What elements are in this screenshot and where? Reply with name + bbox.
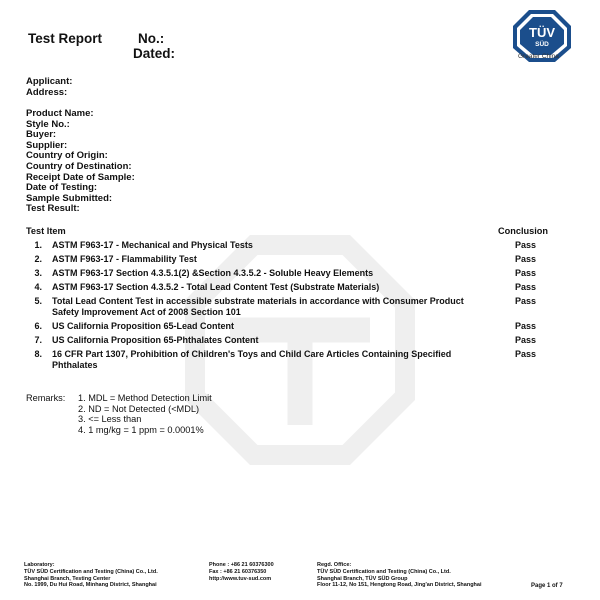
field-supplier: Supplier: bbox=[26, 139, 68, 151]
footer-laboratory bbox=[24, 562, 158, 589]
field-applicant: Applicant: bbox=[26, 76, 73, 87]
row-result: Pass bbox=[515, 268, 537, 278]
logo-sub-text: SÜD bbox=[535, 41, 549, 48]
footer-lab-line: No. 1999, Du Hui Road, Minhang District, Shanghai bbox=[24, 582, 157, 589]
footer-lab-line: Shanghai Branch, Testing Center bbox=[24, 575, 111, 582]
table-header-test-item: Test Item bbox=[26, 226, 66, 236]
footer-regd-line: Shanghai Branch, TÜV SÜD Group bbox=[317, 575, 408, 582]
footer-registered-office bbox=[317, 562, 482, 589]
field-style-no: Style No.: bbox=[26, 118, 70, 130]
field-country-of-destination: Country of Destination: bbox=[26, 160, 132, 172]
row-result: Pass bbox=[515, 296, 537, 306]
row-number: 5. bbox=[34, 296, 42, 306]
remarks-label: Remarks: bbox=[26, 393, 66, 403]
row-test-item: ASTM F963-17 Section 4.3.5.2 - Total Lead Content Test (Substrate Materials) bbox=[52, 282, 380, 292]
remarks-list bbox=[78, 393, 212, 435]
remark-item: 2. ND = Not Detected (<MDL) bbox=[78, 403, 200, 414]
row-result: Pass bbox=[515, 282, 537, 292]
footer-regd-line: TÜV SÜD Certification and Testing (China) Co., Ltd. bbox=[317, 568, 451, 575]
remark-item: 4. 1 mg/kg = 1 ppm = 0.0001% bbox=[78, 424, 204, 435]
footer-phone: Phone : +86 21 60376300 bbox=[209, 562, 274, 568]
field-country-of-origin: Country of Origin: bbox=[26, 150, 108, 162]
logo-caption: Greater China bbox=[518, 53, 559, 60]
row-result: Pass bbox=[515, 349, 537, 359]
row-test-item: ASTM F963-17 - Flammability Test bbox=[52, 254, 197, 264]
footer-contact bbox=[209, 562, 274, 582]
row-number: 4. bbox=[34, 282, 42, 292]
row-test-item: ASTM F963-17 Section 4.3.5.1(2) &Section 4.3.5.2 - Soluble Heavy Elements bbox=[52, 268, 374, 278]
report-no-label: No.: bbox=[138, 31, 165, 46]
row-result: Pass bbox=[515, 240, 537, 250]
field-address: Address: bbox=[26, 86, 68, 98]
field-buyer: Buyer: bbox=[26, 129, 57, 141]
row-number: 3. bbox=[34, 268, 42, 278]
row-number: 6. bbox=[34, 321, 42, 331]
report-dated-label: Dated: bbox=[133, 46, 176, 61]
footer-website-link[interactable]: http://www.tuv-sud.com bbox=[209, 575, 272, 582]
table-header-conclusion: Conclusion bbox=[498, 226, 549, 236]
remark-item: 3. <= Less than bbox=[78, 414, 142, 425]
row-result: Pass bbox=[515, 321, 537, 331]
logo-brand-text: TÜV bbox=[529, 25, 555, 40]
page-number: Page 1 of 7 bbox=[531, 583, 563, 589]
report-title: Test Report bbox=[28, 31, 103, 46]
footer-lab-line: TÜV SÜD Certification and Testing (China) Co., Ltd. bbox=[24, 568, 158, 575]
applicant-fields bbox=[26, 77, 72, 98]
footer-lab-line: Laboratory: bbox=[24, 562, 55, 568]
footer-regd-line: Floor 11-12, No 151, Hengtong Road, Jing'an District, Shanghai bbox=[317, 582, 482, 589]
row-number: 2. bbox=[34, 254, 42, 264]
field-sample-submitted: Sample Submitted: bbox=[26, 192, 113, 204]
row-test-item: US California Proposition 65-Lead Content bbox=[52, 321, 235, 331]
row-number: 7. bbox=[34, 335, 42, 345]
field-test-result: Test Result: bbox=[26, 203, 80, 215]
remark-item: 1. MDL = Method Detection Limit bbox=[78, 393, 212, 403]
row-test-item: 16 CFR Part 1307, Prohibition of Children's Toys and Child Care Articles Containing Specified Phthalates bbox=[52, 349, 452, 370]
field-product-name: Product Name: bbox=[26, 108, 94, 119]
row-test-item: US California Proposition 65-Phthalates Content bbox=[52, 335, 259, 345]
footer-fax: Fax : +86 21 60376350 bbox=[209, 568, 267, 575]
row-result: Pass bbox=[515, 335, 537, 345]
row-result: Pass bbox=[515, 254, 537, 264]
field-date-of-testing: Date of Testing: bbox=[26, 182, 98, 194]
row-test-item: Total Lead Content Test in accessible substrate materials in accordance with Consumer Product Safety Improvement Act of 2008 Section 101 bbox=[52, 296, 464, 317]
field-receipt-date: Receipt Date of Sample: bbox=[26, 171, 135, 183]
footer-regd-line: Regd. Office: bbox=[317, 562, 352, 568]
row-number: 8. bbox=[34, 349, 42, 359]
row-number: 1. bbox=[34, 240, 42, 250]
product-fields bbox=[26, 109, 135, 215]
row-test-item: ASTM F963-17 - Mechanical and Physical Tests bbox=[52, 240, 253, 250]
